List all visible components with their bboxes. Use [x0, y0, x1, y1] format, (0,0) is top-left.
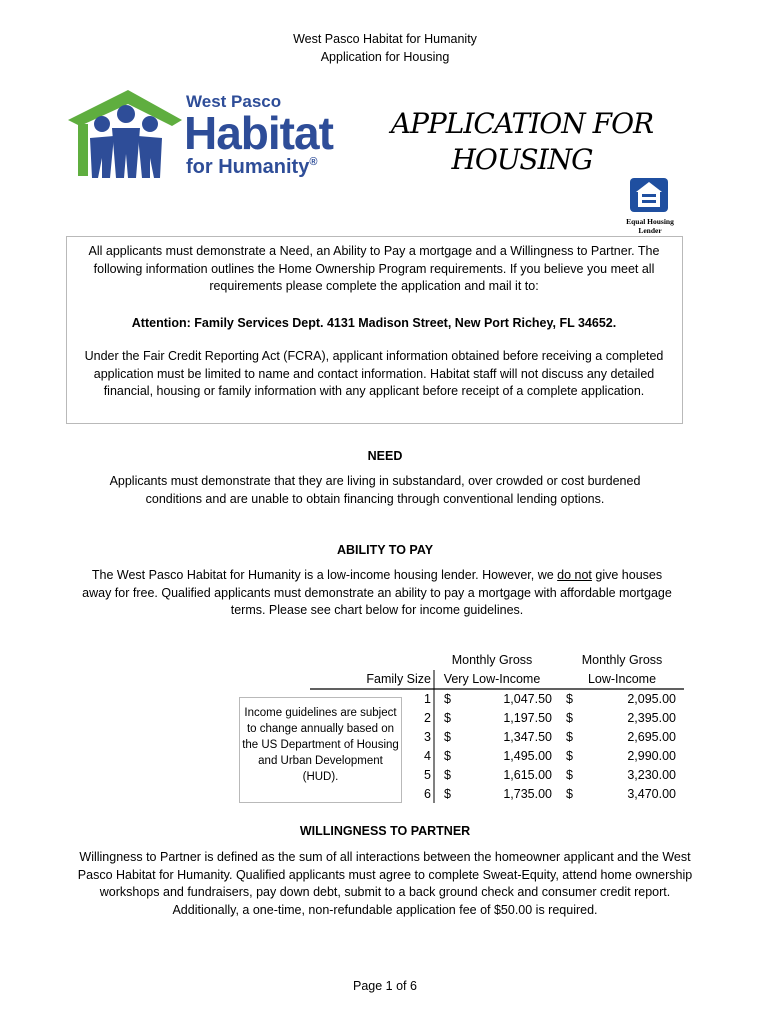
title-line-1: APPLICATION FOR [390, 107, 654, 140]
low-income-cell: 2,095.00 [627, 692, 676, 706]
family-size-cell: 1 [424, 692, 431, 706]
currency-symbol: $ [444, 711, 451, 725]
page-header [0, 30, 770, 66]
ability-text-before: The West Pasco Habitat for Humanity is a low-income housing lender. However, we [91, 568, 558, 582]
currency-symbol: $ [444, 787, 451, 801]
willingness-text: Willingness to Partner is defined as the sum of all interactions between the homeowner applicant and the West Pasco Habitat for Humanity. Qualified applicants must agree to complete Sweat-Equity, attend home ownership workshops and fundraisers, pay down debt, submit to a back ground check and consumer credit report. Additionally, a one-time, non-refundable application fee of $50.00 is required. [77, 850, 693, 917]
col-low-header-line2: Low-Income [587, 672, 657, 686]
low-income-cell: 2,695.00 [627, 730, 676, 744]
currency-symbol: $ [566, 692, 573, 706]
table-row [310, 766, 684, 785]
currency-symbol: $ [444, 768, 451, 782]
willingness-heading: WILLINGNESS TO PARTNER [299, 824, 471, 838]
intro-paragraph-1: All applicants must demonstrate a Need, an Ability to Pay a mortgage and a Willingness to Partner. The following information outlines the Home Ownership Program requirements. If you believe you meet all requirements please complete the application and mail it to: [88, 244, 660, 293]
low-income-cell: 3,470.00 [627, 787, 676, 801]
currency-symbol: $ [444, 749, 451, 763]
habitat-house-people-icon [66, 88, 184, 188]
need-heading: NEED [367, 449, 403, 463]
col-low-header-line1: Monthly Gross [581, 653, 663, 667]
table-row [310, 709, 684, 728]
habitat-logo [66, 88, 356, 188]
table-row [310, 747, 684, 766]
family-size-cell: 6 [424, 787, 431, 801]
family-size-cell: 3 [424, 730, 431, 744]
low-income-cell: 2,990.00 [627, 749, 676, 763]
currency-symbol: $ [444, 730, 451, 744]
col-very-low-header [434, 651, 550, 689]
very-low-income-cell: 1,615.00 [503, 768, 552, 782]
very-low-income-cell: 1,047.50 [503, 692, 552, 706]
table-row [310, 728, 684, 747]
currency-symbol: $ [566, 768, 573, 782]
very-low-income-cell: 1,197.50 [503, 711, 552, 725]
ability-text-do-not: do not [557, 568, 592, 582]
ability-heading: ABILITY TO PAY [336, 543, 434, 557]
col-low-header [564, 651, 680, 689]
eho-line-2: Lender [638, 226, 662, 235]
col-very-low-header-line1: Monthly Gross [451, 653, 533, 667]
currency-symbol: $ [566, 787, 573, 801]
ability-text-after: give houses away for free. Qualified applicants must demonstrate an ability to pay a mortgage with affordable mortgage terms. Please see chart below for income guidelines. [82, 568, 672, 617]
low-income-cell: 2,395.00 [627, 711, 676, 725]
equal-housing-icon [618, 176, 682, 212]
table-row [310, 690, 684, 709]
low-income-cell: 3,230.00 [627, 768, 676, 782]
currency-symbol: $ [566, 730, 573, 744]
header-org: West Pasco Habitat for Humanity [293, 32, 477, 46]
table-row [310, 785, 684, 804]
very-low-income-cell: 1,735.00 [503, 787, 552, 801]
title-line-2: HOUSING [451, 143, 593, 176]
very-low-income-cell: 1,495.00 [503, 749, 552, 763]
equal-housing-label [618, 217, 682, 235]
eho-line-1: Equal Housing [626, 217, 674, 226]
header-doc: Application for Housing [320, 50, 450, 64]
very-low-income-cell: 1,347.50 [503, 730, 552, 744]
registered-mark: ® [309, 156, 318, 168]
logo-text-for-humanity-label: for Humanity [186, 156, 310, 178]
income-note-text: Income guidelines are subject to change annually based on the US Department of Housing and Urban Development (HUD). [242, 707, 399, 783]
need-text: Applicants must demonstrate that they are living in substandard, over crowded or cost burdened conditions and are unable to obtain financing through conventional lending options. [109, 474, 641, 506]
page-title [352, 106, 692, 178]
currency-symbol: $ [566, 749, 573, 763]
page-footer: Page 1 of 6 [353, 979, 417, 993]
family-size-cell: 2 [424, 711, 431, 725]
family-size-cell: 5 [424, 768, 431, 782]
equal-housing-lender-logo [618, 176, 682, 235]
ability-text [82, 567, 672, 620]
logo-text-for-humanity [186, 156, 317, 179]
intro-attention: Attention: Family Services Dept. 4131 Madison Street, New Port Richey, FL 34652. [131, 316, 617, 330]
logo-text-habitat: Habitat [184, 107, 333, 159]
col-family-size-header: Family Size [366, 672, 431, 686]
currency-symbol: $ [566, 711, 573, 725]
logo-text-west-pasco: West Pasco [186, 92, 282, 111]
family-size-cell: 4 [424, 749, 431, 763]
col-very-low-header-line2: Very Low-Income [443, 672, 541, 686]
currency-symbol: $ [444, 692, 451, 706]
intro-paragraph-2: Under the Fair Credit Reporting Act (FCRA), applicant information obtained before receiving a completed application must be limited to name and contact information. Habitat staff will not discuss any detailed financial, housing or family information with any applicant before receipt of a complete application. [84, 349, 664, 398]
